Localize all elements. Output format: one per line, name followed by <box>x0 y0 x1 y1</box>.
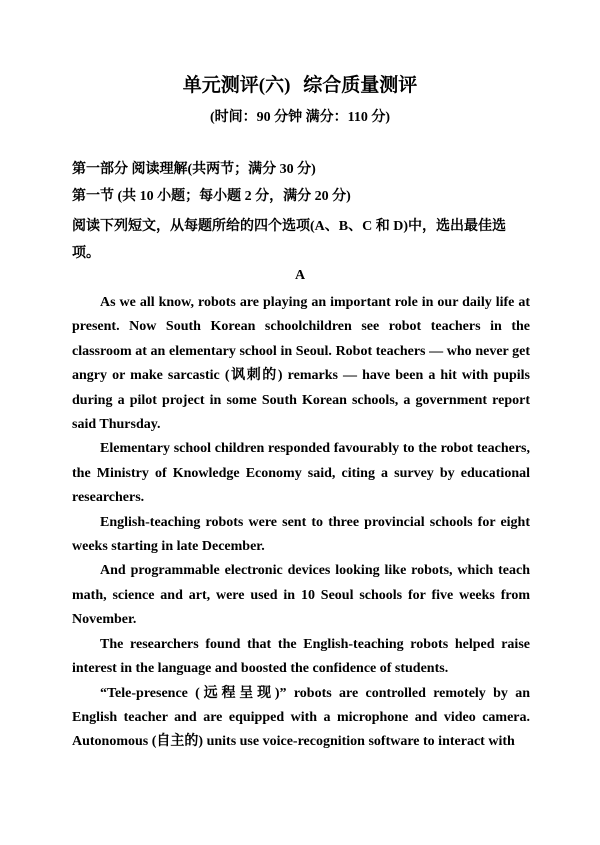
page-title: 单元测评(六) 综合质量测评 <box>182 75 418 96</box>
part-heading: 第一部分 阅读理解(共两节；满分 30 分) <box>72 162 316 177</box>
instruction-text: 阅读下列短文，从每题所给的四个选项(A、B、C 和 D)中，选出最佳选项。 <box>72 219 506 261</box>
subsection-heading: 第一节 (共 10 小题；每小题 2 分，满分 20 分) <box>72 189 351 204</box>
passage-label: A <box>294 268 306 283</box>
exam-info: (时间：90 分钟 满分：110 分) <box>209 110 391 125</box>
paragraph: The researchers found that the English-teaching robots helped raise interest in the language and boosted the confidence of students. <box>72 636 530 677</box>
passage-body <box>72 291 530 755</box>
paragraph: As we all know, robots are playing an important role in our daily life at present. Now South Korean schoolchildren see robot teachers in the classroom at an elementary school in Seoul. Robot teachers — who never get angry or make sarcastic (讽刺的) remarks — have been a hit with pupils during a pilot project in some South Korean schools, a government report said Thursday. <box>72 295 530 433</box>
paragraph: “Tele-presence (远程呈现)” robots are controlled remotely by an English teacher and are equipped with a microphone and video camera. Autonomous (自主的) units use voice-recognition software to interact with <box>72 685 530 750</box>
paragraph: English-teaching robots were sent to three provincial schools for eight weeks starting in late December. <box>72 514 530 555</box>
paragraph: And programmable electronic devices looking like robots, which teach math, science and art, were used in 10 Seoul schools for five weeks from November. <box>72 563 530 628</box>
paragraph: Elementary school children responded favourably to the robot teachers, the Ministry of Knowledge Economy said, citing a survey by educational researchers. <box>72 441 530 506</box>
